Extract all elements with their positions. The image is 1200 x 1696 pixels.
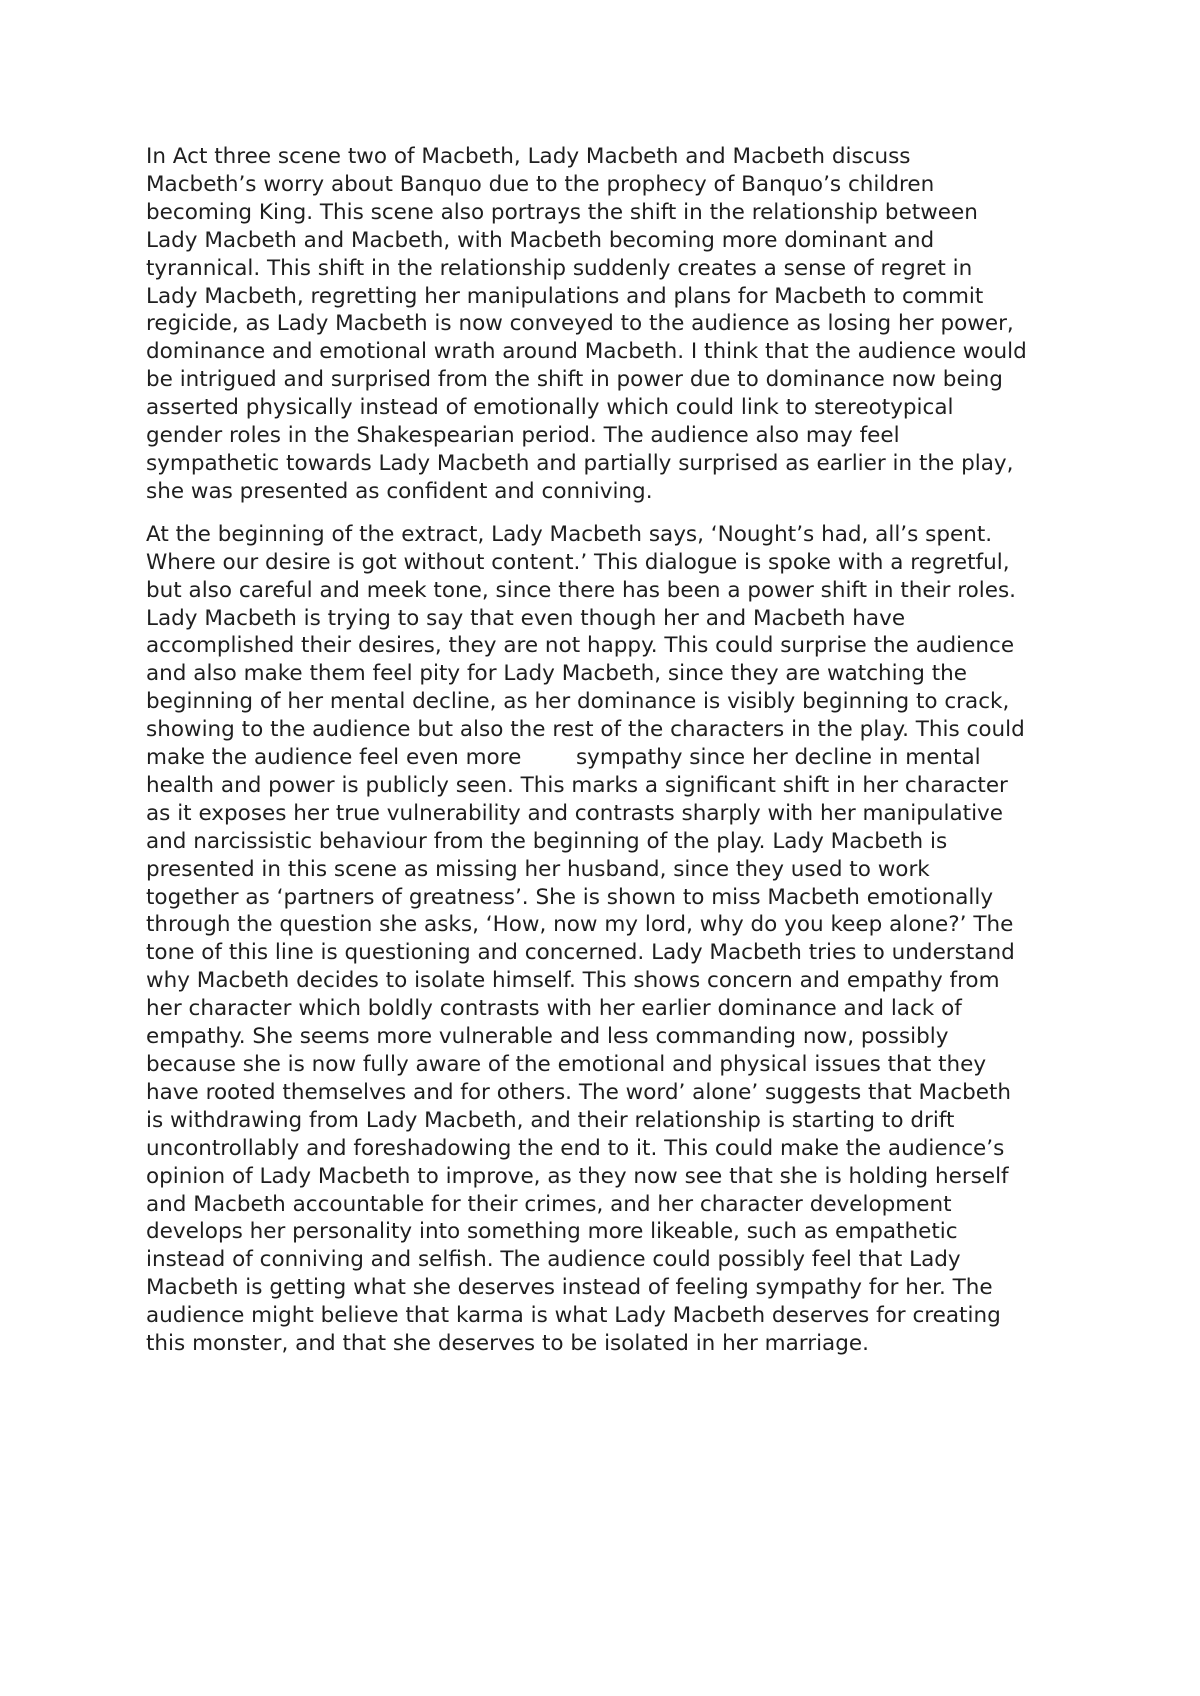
text-line: instead of conniving and selfish. The audience could possibly feel that Lady (146, 1247, 961, 1273)
paragraph-1 (146, 143, 1061, 506)
text-line: have rooted themselves and for others. The word’ alone’ suggests that Macbeth (146, 1079, 1011, 1105)
text-line: is withdrawing from Lady Macbeth, and their relationship is starting to drift (146, 1107, 955, 1133)
text-line: gender roles in the Shakespearian period. The audience also may feel (146, 423, 900, 449)
text-line: be intrigued and surprised from the shift in power due to dominance now being (146, 367, 1003, 393)
text-line: At the beginning of the extract, Lady Macbeth says, ‘Nought’s had, all’s spent. (146, 521, 993, 547)
text-line: and narcissistic behaviour from the beginning of the play. Lady Macbeth is (146, 828, 948, 854)
text-line: but also careful and meek tone, since there has been a power shift in their roles. (146, 577, 1017, 603)
text-line: Lady Macbeth is trying to say that even though her and Macbeth have (146, 605, 906, 631)
text-line: because she is now fully aware of the emotional and physical issues that they (146, 1052, 987, 1077)
text-line: presented in this scene as missing her husband, since they used to work (146, 856, 930, 882)
text-line: health and power is publicly seen. This marks a significant shift in her character (146, 772, 1008, 798)
text-line: and Macbeth accountable for their crimes, and her character development (146, 1191, 952, 1217)
text-line: audience might believe that karma is what Lady Macbeth deserves for creating (146, 1303, 1001, 1329)
text-line: becoming King. This scene also portrays the shift in the relationship between (146, 199, 978, 225)
text-line: sympathetic towards Lady Macbeth and partially surprised as earlier in the play, (146, 450, 1014, 476)
text-line: develops her personality into something more likeable, such as empathetic (146, 1219, 958, 1245)
text-line: why Macbeth decides to isolate himself. This shows concern and empathy from (146, 968, 1000, 994)
text-line: In Act three scene two of Macbeth, Lady Macbeth and Macbeth discuss (146, 144, 911, 169)
text-line: empathy. She seems more vulnerable and less commanding now, possibly (146, 1024, 949, 1050)
text-line: Macbeth is getting what she deserves instead of feeling sympathy for her. The (146, 1275, 993, 1301)
document-body (146, 143, 1061, 1358)
text-line: as it exposes her true vulnerability and contrasts sharply with her manipulative (146, 800, 1004, 826)
text-line: asserted physically instead of emotionally which could link to stereotypical (146, 395, 954, 421)
text-line: Macbeth’s worry about Banquo due to the prophecy of Banquo’s children (146, 171, 935, 197)
text-line: uncontrollably and foreshadowing the end to it. This could make the audience’s (146, 1135, 1005, 1161)
text-line: regicide, as Lady Macbeth is now conveyed to the audience as losing her power, (146, 311, 1014, 337)
text-line: accomplished their desires, they are not happy. This could surprise the audience (146, 633, 1015, 659)
text-line: her character which boldly contrasts with her earlier dominance and lack of (146, 996, 962, 1022)
text-line: dominance and emotional wrath around Macbeth. I think that the audience would (146, 339, 1027, 365)
text-line: this monster, and that she deserves to be isolated in her marriage. (146, 1331, 869, 1357)
text-line: make the audience feel even more sympathy since her decline in mental (146, 745, 981, 771)
text-line: tone of this line is questioning and concerned. Lady Macbeth tries to understand (146, 940, 1015, 966)
text-line: and also make them feel pity for Lady Macbeth, since they are watching the (146, 661, 968, 687)
text-line: together as ‘partners of greatness’. She is shown to miss Macbeth emotionally (146, 884, 994, 910)
text-line: Lady Macbeth, regretting her manipulations and plans for Macbeth to commit (146, 283, 984, 309)
text-line: opinion of Lady Macbeth to improve, as they now see that she is holding herself (146, 1163, 1009, 1189)
text-line: through the question she asks, ‘How, now my lord, why do you keep alone?’ The (146, 912, 1014, 938)
paragraph-gap (146, 506, 1061, 521)
paragraph-2 (146, 521, 1061, 1358)
text-line: tyrannical. This shift in the relationship suddenly creates a sense of regret in (146, 255, 973, 281)
text-line: she was presented as confident and conniving. (146, 478, 653, 504)
text-line: Lady Macbeth and Macbeth, with Macbeth becoming more dominant and (146, 227, 935, 253)
text-line: beginning of her mental decline, as her dominance is visibly beginning to crack, (146, 689, 1010, 715)
text-line: Where our desire is got without content.’ This dialogue is spoke with a regretful, (146, 549, 1010, 575)
text-line: showing to the audience but also the rest of the characters in the play. This could (146, 717, 1025, 743)
